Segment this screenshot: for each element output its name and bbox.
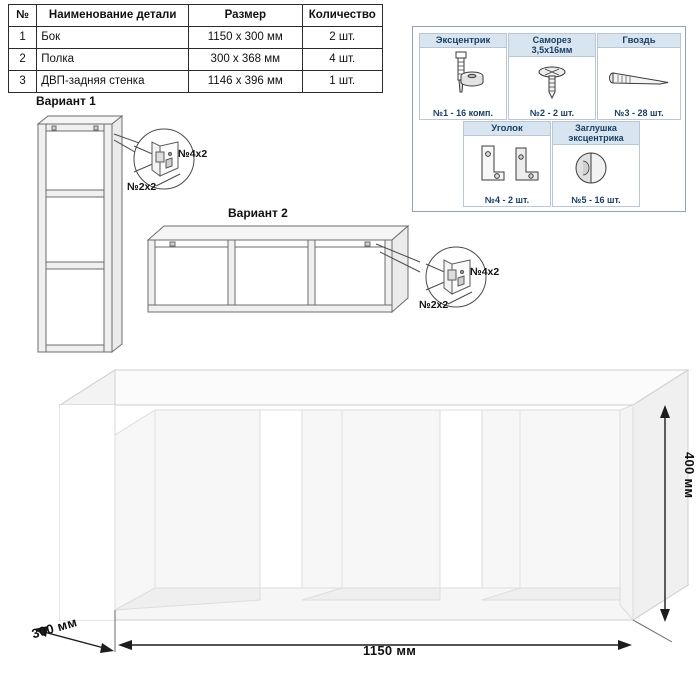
parts-table: [8, 4, 383, 93]
variant-2-label: Вариант 2: [228, 206, 288, 220]
hardware-item-title: Уголок: [464, 122, 550, 136]
hardware-item-title-line2: эксцентрика: [568, 133, 624, 143]
variant-1-callout-label-1: №4х2: [178, 148, 208, 160]
hardware-item-cam-lock: [419, 33, 507, 120]
variant-2-drawing: [140, 218, 430, 328]
table-row: [9, 27, 383, 49]
dimension-width: 1150 мм: [363, 643, 417, 658]
header-quantity: Количество: [302, 5, 383, 27]
header-number: №: [9, 5, 37, 27]
dimension-height: 400 мм: [682, 452, 697, 499]
nail-icon: [598, 50, 680, 105]
cam-lock-icon: [420, 50, 506, 105]
variant-1-callout-label-2: №2х2: [127, 181, 157, 193]
hardware-item-title-line2: 3,5х16мм: [531, 45, 573, 55]
hardware-item-caption: №1 - 16 комп.: [433, 108, 493, 118]
cap-icon: [553, 147, 639, 192]
cell-quantity: 2 шт.: [302, 27, 383, 49]
hardware-item-caption: №2 - 2 шт.: [529, 108, 575, 118]
variant-2-callout-leader: [444, 290, 474, 310]
table-row: [9, 71, 383, 93]
variant-2-callout-label-1: №4х2: [470, 266, 500, 278]
cell-name: Бок: [37, 27, 189, 49]
variant-1-callout-leader: [152, 172, 182, 192]
cell-quantity: 4 шт.: [302, 49, 383, 71]
header-name: Наименование детали: [37, 5, 189, 27]
hardware-item-title: Гвоздь: [598, 34, 680, 48]
hardware-item-caption: №4 - 2 шт.: [484, 195, 530, 205]
hardware-item-caption: №3 - 28 шт.: [614, 108, 664, 118]
cell-number: 1: [9, 27, 37, 49]
variant-2-callout-label-2: №2х2: [419, 299, 449, 311]
cell-size: 300 x 368 мм: [189, 49, 302, 71]
hardware-item-title-line1: Саморез: [532, 35, 572, 45]
cell-number: 3: [9, 71, 37, 93]
cell-name: Полка: [37, 49, 189, 71]
dimension-depth: 300 мм: [30, 614, 79, 642]
cell-quantity: 1 шт.: [302, 71, 383, 93]
hardware-item-cap: [552, 121, 640, 207]
hardware-item-title: [509, 34, 595, 57]
hardware-item-title: Эксцентрик: [420, 34, 506, 48]
hardware-item-nail: [597, 33, 681, 120]
cell-number: 2: [9, 49, 37, 71]
hardware-item-title: [553, 122, 639, 145]
cell-size: 1150 x 300 мм: [189, 27, 302, 49]
hardware-item-caption: №5 - 16 шт.: [571, 195, 621, 205]
hardware-item-screw: [508, 33, 596, 120]
hardware-item-title-line1: Заглушка: [575, 123, 617, 133]
table-row: [9, 49, 383, 71]
angle-bracket-icon: [464, 138, 550, 192]
table-header-row: [9, 5, 383, 27]
cell-name: ДВП-задняя стенка: [37, 71, 189, 93]
screw-icon: [509, 59, 595, 105]
hardware-item-angle-bracket: [463, 121, 551, 207]
variant-1-label: Вариант 1: [36, 94, 96, 108]
cabinet-3d-view: [20, 360, 700, 680]
hardware-legend: [412, 26, 686, 212]
header-size: Размер: [189, 5, 302, 27]
cell-size: 1146 x 396 мм: [189, 71, 302, 93]
